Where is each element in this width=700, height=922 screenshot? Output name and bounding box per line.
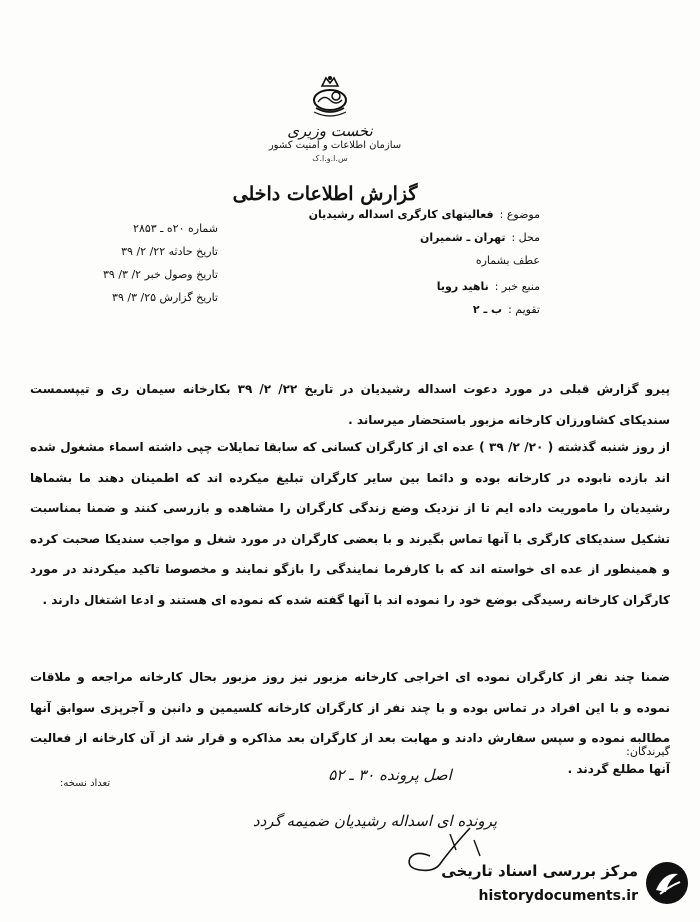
source-value: ناهید رویا [436, 280, 489, 293]
watermark [418, 856, 690, 916]
watermark-url: historydocuments.ir [478, 888, 638, 904]
handwritten-note-2: پرونده ای اسداله رشیدیان ضمیمه گردد [252, 812, 498, 830]
place-value: تهران ـ شمیران [419, 231, 506, 244]
source-label: منبع خبر : [494, 280, 540, 293]
received-date-field: تاریخ وصول خبر ۲/ ۳/ ۳۹ [103, 268, 218, 281]
event-date-field: تاریخ حادثه ۲۲/ ۲/ ۳۹ [121, 245, 218, 258]
lion-sun-emblem-icon [300, 72, 360, 120]
number-field: شماره ۲۰ه ـ ۲۸۵۳ [133, 222, 218, 235]
evaluation-row [473, 303, 540, 316]
organization-name: سازمان اطلاعات و امنیت کشور [268, 140, 402, 151]
copies-label: تعداد نسخه: [60, 778, 111, 789]
report-date-field: تاریخ گزارش ۲۵/ ۳/ ۳۹ [112, 291, 218, 304]
reference-row [470, 254, 540, 267]
organization-abbreviation: س.ا.و.ا.ک [312, 154, 348, 163]
watermark-title: مرکز بررسی اسناد تاریخی [441, 862, 638, 880]
subject-row [309, 208, 540, 221]
body-paragraph-2: از روز شنبه گذشته ( ۲۰/ ۲/ ۳۹ ) عده ای از کارگران کسانی که سابقا تمایلات چپی داشته اسماء مشغول شده اند بازده نابوده در کارخانه بوده و دائما بین سایر کارگران تبلیغ میکرده اند که اطمینان دهند ما بشماها رشیدیان را ماموریت داده ایم تا از نزدیک وضع زندگی کارگران را مشاهده و بازرسی کنند و ضمنا بمناسبت تشکیل سندیکای کارگری با آنها تماس بگیرند و با بعضی کارگران در مورد شغل و مواجب سندیکا صحبت کرده و همینطور از عده ای خواسته اند که با کارفرما نمایندگی را بازگو نمایند و مخصوصا تاکید میکردند در مورد کارگران کارخانه رسیدگی بوضع خود را نموده اند با آنها گفته شده که نموده ای هستند و ادعا اشتغال دارند . [30, 440, 671, 607]
handwritten-note-1: اصل پرونده ۳۰ ـ ۵۲ [328, 766, 452, 784]
subject-value: فعالیتهای کارگری اسداله رشیدیان [308, 208, 494, 221]
ministry-name: نخست وزیری [287, 122, 373, 140]
reference-label: عطف بشماره [475, 254, 540, 267]
body-paragraph-3: ضمنا چند نفر از کارگران نموده ای اخراجی کارخانه مزبور نیز روز مزبور بحال کارخانه مراجعه و ملاقات نموده و با این افراد در تماس بوده و با چند نفر از کارگران کارخانه کلسیمین و دانبن و آجرپزی سوابق آنها مطالبه نموده و سپس سفارش دادند و مهابت بعد از کارگران بعد مذاکره و قرار شد از آن کارخانه از فعالیت آنها مطلع گردند . [30, 670, 670, 776]
evaluation-value: ب ـ ۲ [472, 303, 503, 316]
place-row [420, 231, 540, 244]
recipients-label: گیرندگان: [626, 745, 670, 758]
subject-label: موضوع : [499, 208, 540, 221]
body-paragraph-1: پیرو گزارش قبلی در مورد دعوت اسداله رشیدیان در تاریخ ۲۲/ ۲/ ۳۹ بکارخانه سیمان ری و تیپسمست سندیکای کشاورزان کارخانه مزبور باستحضار میرساند . [30, 382, 671, 427]
place-label: محل : [511, 231, 540, 244]
source-row [437, 280, 540, 293]
evaluation-label: تقویم : [508, 303, 540, 316]
history-documents-logo-icon [644, 860, 690, 906]
report-title: گزارش اطلاعات داخلی [232, 183, 418, 205]
